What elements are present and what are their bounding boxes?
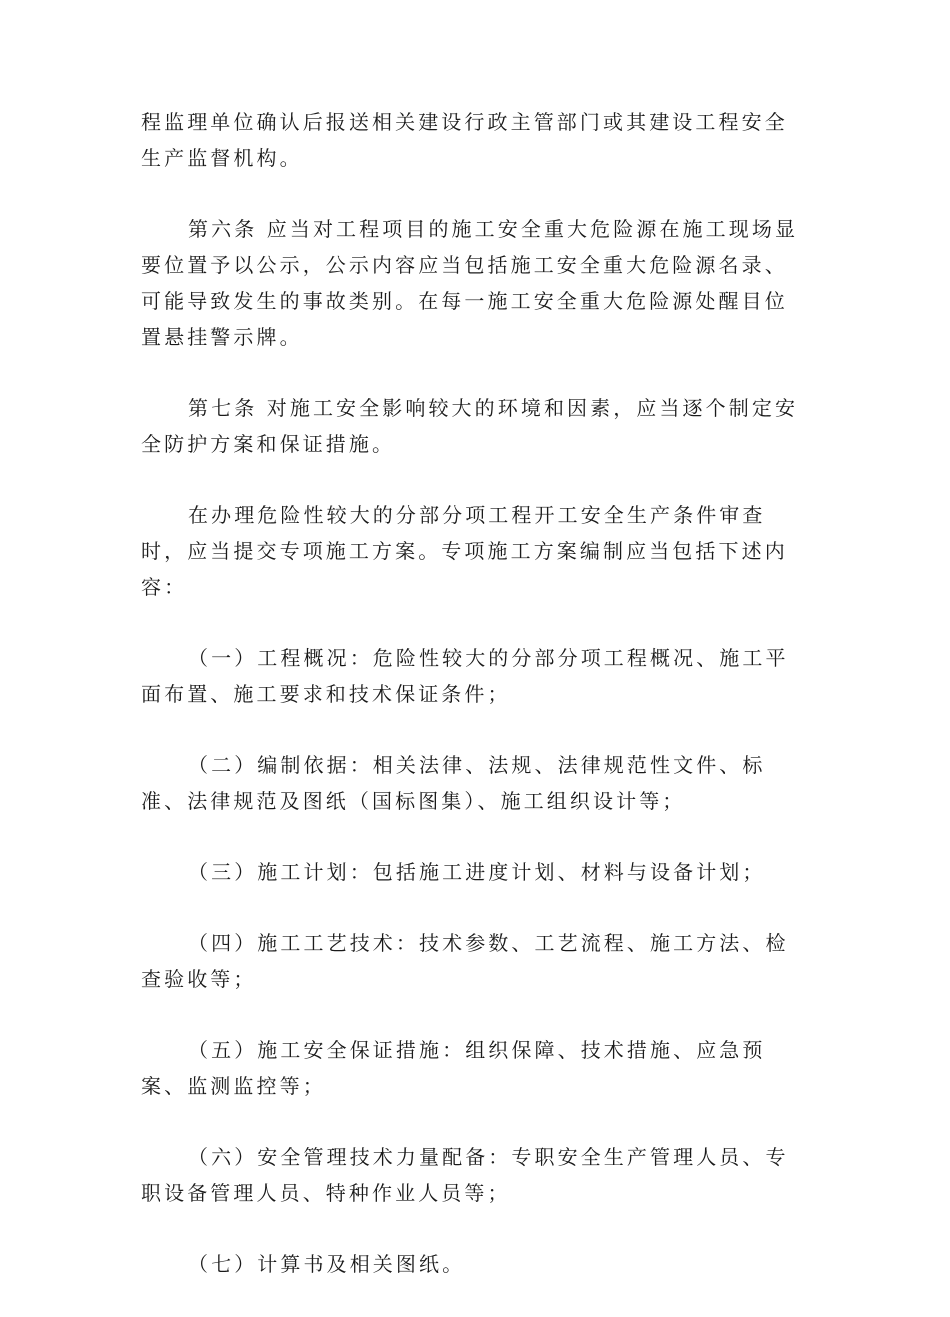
list-item-3: （三）施工计划：包括施工进度计划、材料与设备计划；	[188, 860, 766, 884]
list-item-4: （四）施工工艺技术：技术参数、工艺流程、施工方法、检查验收等；	[141, 931, 789, 991]
list-item-5: （五）施工安全保证措施：组织保障、技术措施、应急预案、监测监控等；	[141, 1038, 766, 1098]
list-item-2: （二）编制依据：相关法律、法规、法律规范性文件、标准、法律规范及图纸（国标图集）、施工组织设计等；	[141, 753, 766, 813]
article-7-paragraph: 第七条 对施工安全影响较大的环境和因素，应当逐个制定安全防护方案和保证措施。	[141, 396, 799, 456]
list-item-6: （六）安全管理技术力量配备：专职安全生产管理人员、专职设备管理人员、特种作业人员等；	[141, 1145, 789, 1205]
list-item-7: （七）计算书及相关图纸。	[188, 1252, 466, 1276]
document-body	[141, 104, 806, 1317]
list-item-1: （一）工程概况：危险性较大的分部分项工程概况、施工平面布置、施工要求和技术保证条件；	[141, 646, 789, 706]
special-plan-intro-paragraph: 在办理危险性较大的分部分项工程开工安全生产条件审查时，应当提交专项施工方案。专项施工方案编制应当包括下述内容：	[141, 503, 788, 599]
article-6-paragraph: 第六条 应当对工程项目的施工安全重大危险源在施工现场显要位置予以公示，公示内容应当包括施工安全重大危险源名录、可能导致发生的事故类别。在每一施工安全重大危险源处醒目位置悬挂警示牌。	[141, 217, 799, 349]
paragraph-continuation: 程监理单位确认后报送相关建设行政主管部门或其建设工程安全生产监督机构。	[141, 110, 788, 170]
